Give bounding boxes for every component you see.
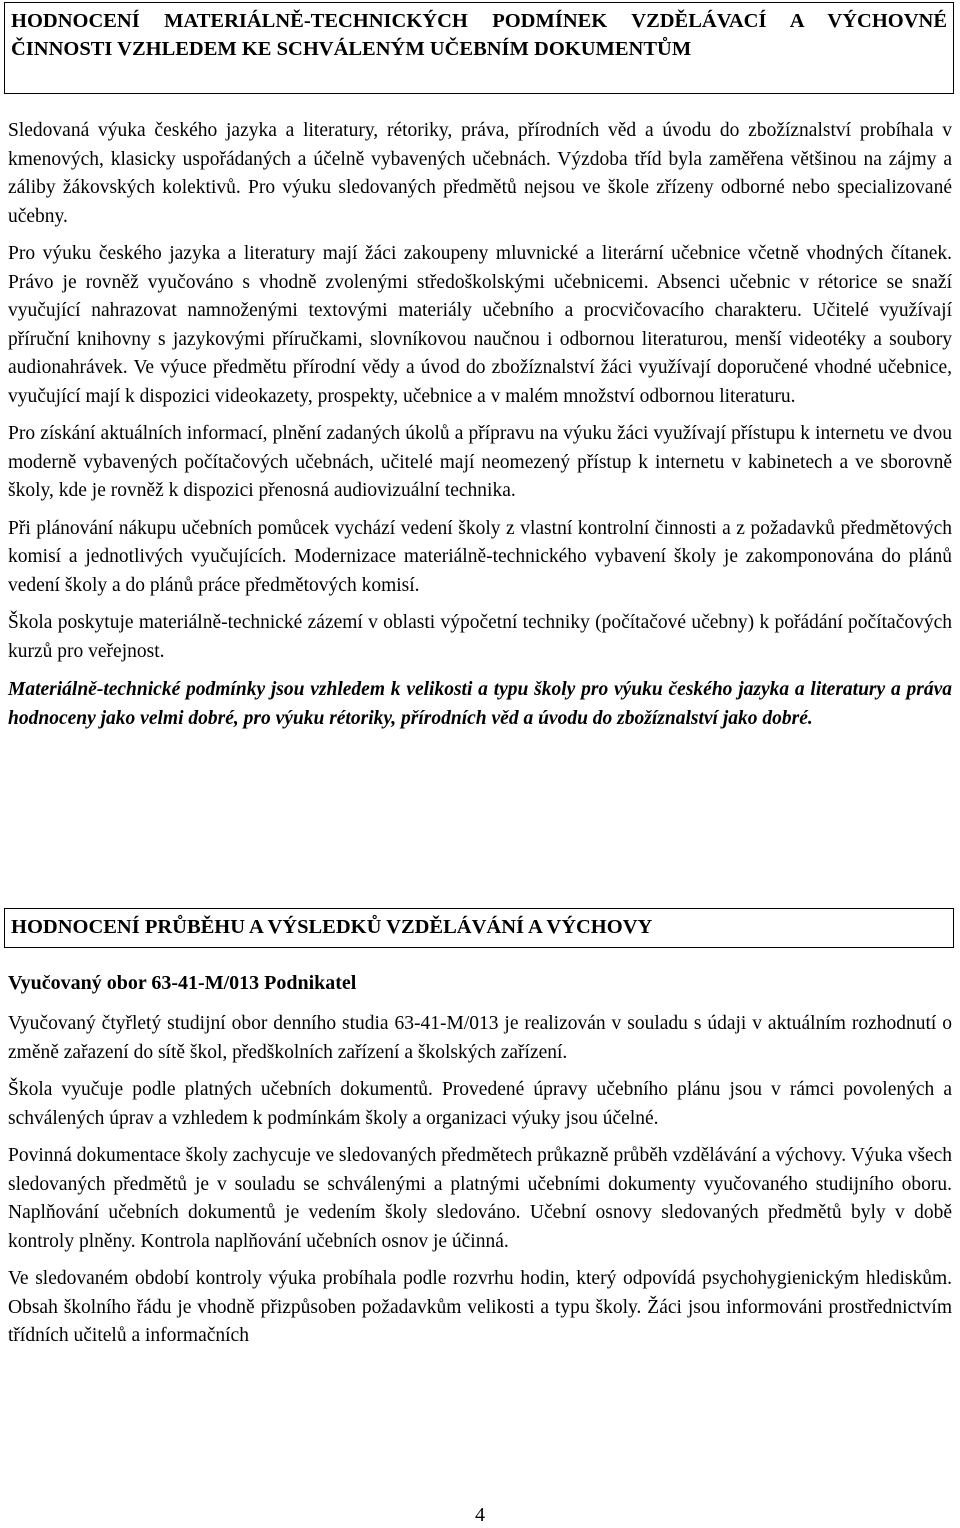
paragraph: Škola poskytuje materiálně-technické zázemí v oblasti výpočetní techniky (počítačové učebny) k pořádání počítačových kurzů pro veřejnost.: [8, 612, 952, 662]
section-material-conditions: [8, 117, 952, 733]
section-heading-material-conditions: HODNOCENÍ MATERIÁLNĚ-TECHNICKÝCH PODMÍNEK VZDĚLÁVACÍ A VÝCHOVNÉ ČINNOSTI VZHLEDEM KE SCHVÁLENÝM UČEBNÍM DOKUMENTŮM: [4, 2, 954, 94]
paragraph: Škola vyučuje podle platných učebních dokumentů. Provedené úpravy učebního plánu jsou v rámci povolených a schválených úprav a vzhledem k podmínkám školy a organizaci výuky jsou účelné.: [8, 1079, 952, 1129]
paragraph: Sledovaná výuka českého jazyka a literatury, rétoriky, práva, přírodních věd a úvodu do zbožíznalství probíhala v kmenových, klasicky uspořádaných a účelně vybavených učebnách. Výzdoba tříd byla zaměřena většinou na zájmy a záliby žákovských kolektivů. Pro výuku sledovaných předmětů nejsou ve škole zřízeny odborné nebo specializované učebny.: [8, 120, 952, 227]
paragraph: Pro získání aktuálních informací, plnění zadaných úkolů a přípravu na výuku žáci využívají přístupu k internetu ve dvou moderně vybavených počítačových učebnách, učitelé mají neomezený přístup k internetu v kabinetech a ve sborovně školy, kde je rovněž k dispozici přenosná audiovizuální technika.: [8, 423, 952, 501]
paragraph: Pro výuku českého jazyka a literatury mají žáci zakoupeny mluvnické a literární učebnice včetně vhodných čítanek. Právo je rovněž vyučováno s vhodně zvolenými středoškolskými učebnicemi. Absenci učebnic v rétorice se snaží vyučující nahrazovat namnoženými textovými materiály učebního a procvičovacího charakteru. Učitelé využívají příruční knihovny s jazykovými příručkami, slovníkovou naučnou i odbornou literaturou, menší videotéky a soubory audionahrávek. Ve výuce předmětu přírodní vědy a úvod do zbožíznalství žáci využívají doporučené vhodné učebnice, vyučující mají k dispozici videokazety, prospekty, učebnice a v malém množství odbornou literaturu.: [8, 243, 952, 407]
page-number: 4: [475, 1504, 485, 1526]
paragraph: Při plánování nákupu učebních pomůcek vychází vedení školy z vlastní kontrolní činnosti a z požadavků předmětových komisí a jednotlivých vyučujících. Modernizace materiálně-technického vybavení školy je zakomponována do plánů vedení školy a do plánů práce předmětových komisí.: [8, 517, 952, 596]
paragraph: Vyučovaný čtyřletý studijní obor denního studia 63-41-M/013 je realizován v souladu s údaji v aktuálním rozhodnutí o změně zařazení do sítě škol, předškolních zařízení a školských zařízení.: [8, 1013, 952, 1063]
field-of-study-subheading: Vyučovaný obor 63-41-M/013 Podnikatel: [8, 972, 357, 994]
paragraph: Povinná dokumentace školy zachycuje ve sledovaných předmětech průkazně průběh vzdělávání a výchovy. Výuka všech sledovaných předmětů je v souladu se schválenými a platnými učebními dokumenty vyučovaného studijního oboru. Naplňování učebních dokumentů je vedením školy sledováno. Učební osnovy sledovaných předmětů byly v době kontroly plněny. Kontrola naplňování učebních osnov je účinná.: [8, 1145, 952, 1252]
section-education-progress: [8, 1010, 952, 1360]
paragraph: Ve sledovaném období kontroly výuka probíhala podle rozvrhu hodin, který odpovídá psychohygienickým hlediskům. Obsah školního řádu je vhodně přizpůsoben požadavkům velikosti a typu školy. Žáci jsou informováni prostřednictvím třídních učitelů a informačních: [8, 1268, 952, 1346]
section-heading-education-progress: HODNOCENÍ PRŮBĚHU A VÝSLEDKŮ VZDĚLÁVÁNÍ A VÝCHOVY: [4, 908, 954, 948]
conclusion-statement: Materiálně-technické podmínky jsou vzhledem k velikosti a typu školy pro výuku českého jazyka a literatury a práva hodnoceny jako velmi dobré, pro výuku rétoriky, přírodních věd a úvodu do zbožíznalství jako dobré.: [8, 679, 952, 729]
